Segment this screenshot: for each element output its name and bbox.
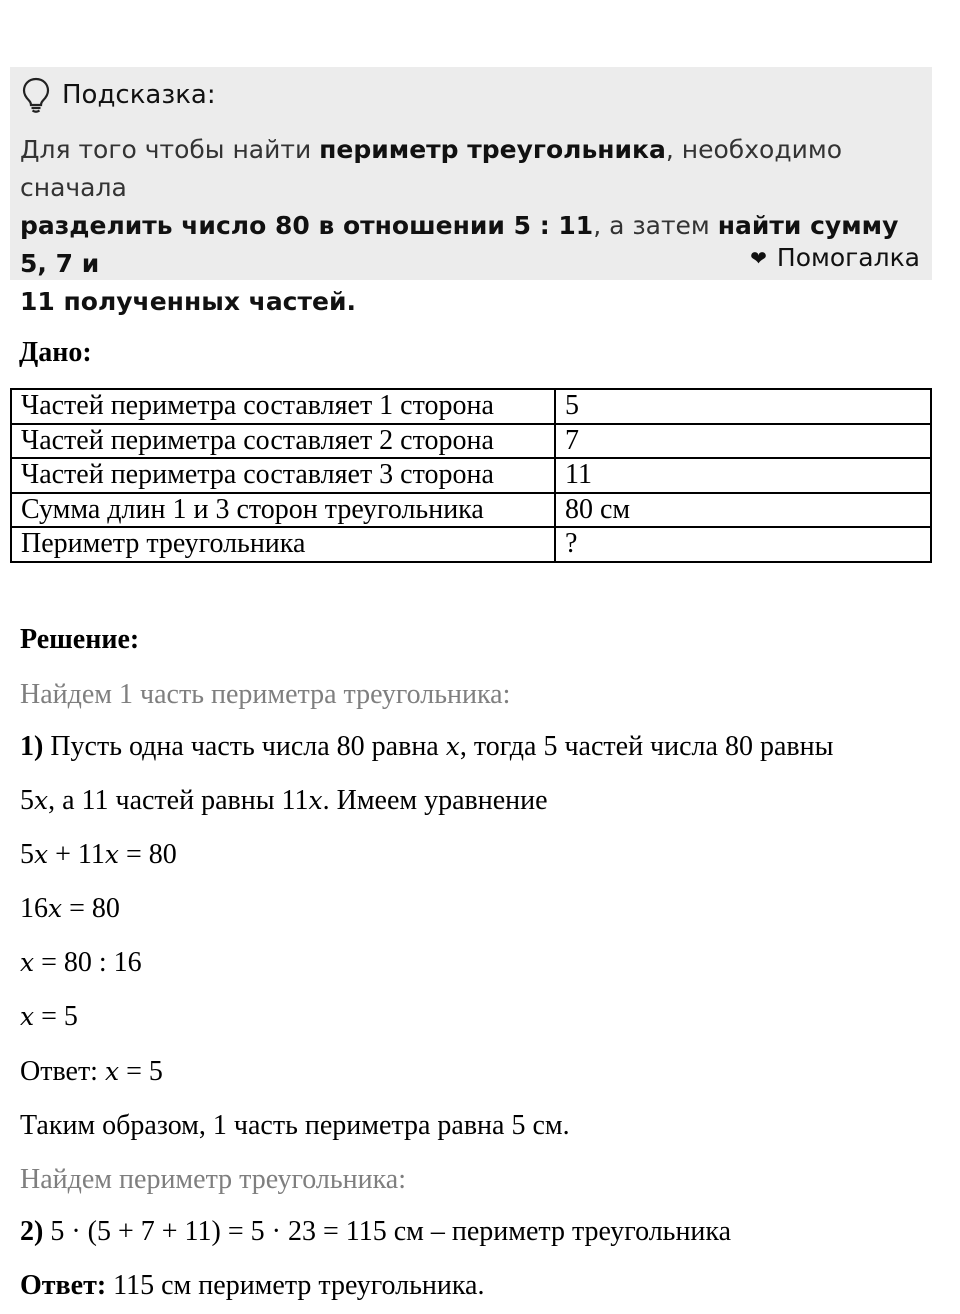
text: Ответ:: [20, 1056, 105, 1087]
step-number: 1): [20, 731, 44, 762]
hint-bold-part: найти сумму 5, 7 и: [20, 211, 899, 278]
variable: x: [308, 786, 323, 815]
step2-line: [20, 1216, 731, 1248]
helper-link[interactable]: [750, 243, 920, 272]
variable: x: [104, 840, 119, 869]
step1-line2: [20, 785, 548, 817]
variable: x: [20, 1002, 35, 1031]
table-row: [11, 424, 931, 459]
answer-1: [20, 1056, 163, 1088]
text: 5: [20, 785, 34, 816]
hint-bold-part: разделить число 80 в отношении 5 : 11: [20, 211, 594, 240]
conclusion: Таким образом, 1 часть периметра равна 5 см.: [20, 1110, 570, 1141]
given-table: [10, 388, 932, 563]
given-title: Дано:: [19, 337, 92, 368]
solution-title: Решение:: [20, 624, 140, 655]
step2-intro: Найдем периметр треугольника:: [20, 1164, 406, 1195]
text: 115 см периметр треугольника.: [106, 1270, 485, 1301]
given-value: 5: [555, 389, 931, 424]
equation-4: [20, 1001, 78, 1033]
hint-text-part: Для того чтобы найти: [20, 135, 320, 164]
hint-bold-part: периметр треугольника: [319, 135, 666, 164]
equation-3: [20, 947, 142, 979]
helper-label: Помогалка: [776, 243, 920, 272]
hint-text: [20, 131, 920, 321]
text: . Имеем уравнение: [322, 785, 548, 816]
text: , а 11 частей равны 11: [48, 785, 309, 816]
variable: x: [34, 840, 49, 869]
hint-header: [22, 75, 216, 115]
text: = 5: [119, 1056, 163, 1087]
given-value: 11: [555, 458, 931, 493]
text: = 80: [118, 839, 177, 870]
answer-label: Ответ:: [20, 1270, 107, 1301]
step-number: 2): [20, 1216, 44, 1247]
equation-2: [20, 893, 120, 925]
variable: x: [104, 1057, 120, 1086]
variable: x: [445, 732, 460, 761]
variable: x: [34, 786, 49, 815]
text: = 80: [62, 893, 120, 924]
text: 16: [20, 893, 48, 924]
given-label: Частей периметра составляет 1 сторона: [11, 389, 555, 424]
text: 5: [20, 839, 34, 870]
step1-line1: [20, 731, 833, 763]
step1-intro: Найдем 1 часть периметра треугольника:: [20, 679, 511, 710]
text: , тогда 5 частей числа 80 равны: [459, 731, 834, 762]
lightbulb-icon: [22, 77, 50, 113]
hint-title: Подсказка:: [62, 80, 216, 110]
text: Пусть одна часть числа 80 равна: [43, 731, 446, 762]
hint-bold-part: 11 полученных частей.: [20, 287, 356, 316]
hint-box: [10, 67, 932, 316]
equation-1: [20, 839, 177, 871]
table-row: [11, 527, 931, 562]
given-value: ?: [555, 527, 931, 562]
table-row: [11, 389, 931, 424]
given-value: 7: [555, 424, 931, 459]
hint-text-part: , а затем: [593, 211, 718, 240]
text: = 5: [34, 1001, 78, 1032]
text: + 11: [48, 839, 105, 870]
given-value: 80 см: [555, 493, 931, 528]
text: 5 · (5 + 7 + 11) = 5 · 23 = 115 см – периметр треугольника: [43, 1216, 732, 1247]
given-label: Сумма длин 1 и 3 сторон треугольника: [11, 493, 555, 528]
given-label: Частей периметра составляет 3 сторона: [11, 458, 555, 493]
given-label: Частей периметра составляет 2 сторона: [11, 424, 555, 459]
table-row: [11, 493, 931, 528]
variable: x: [20, 948, 35, 977]
hint-text-part: , необходимо сначала: [20, 135, 843, 202]
final-answer: [20, 1270, 484, 1302]
table-row: [11, 458, 931, 493]
heart-icon: ❤: [750, 245, 767, 270]
given-label: Периметр треугольника: [11, 527, 555, 562]
variable: x: [48, 894, 63, 923]
text: = 80 : 16: [34, 947, 142, 978]
